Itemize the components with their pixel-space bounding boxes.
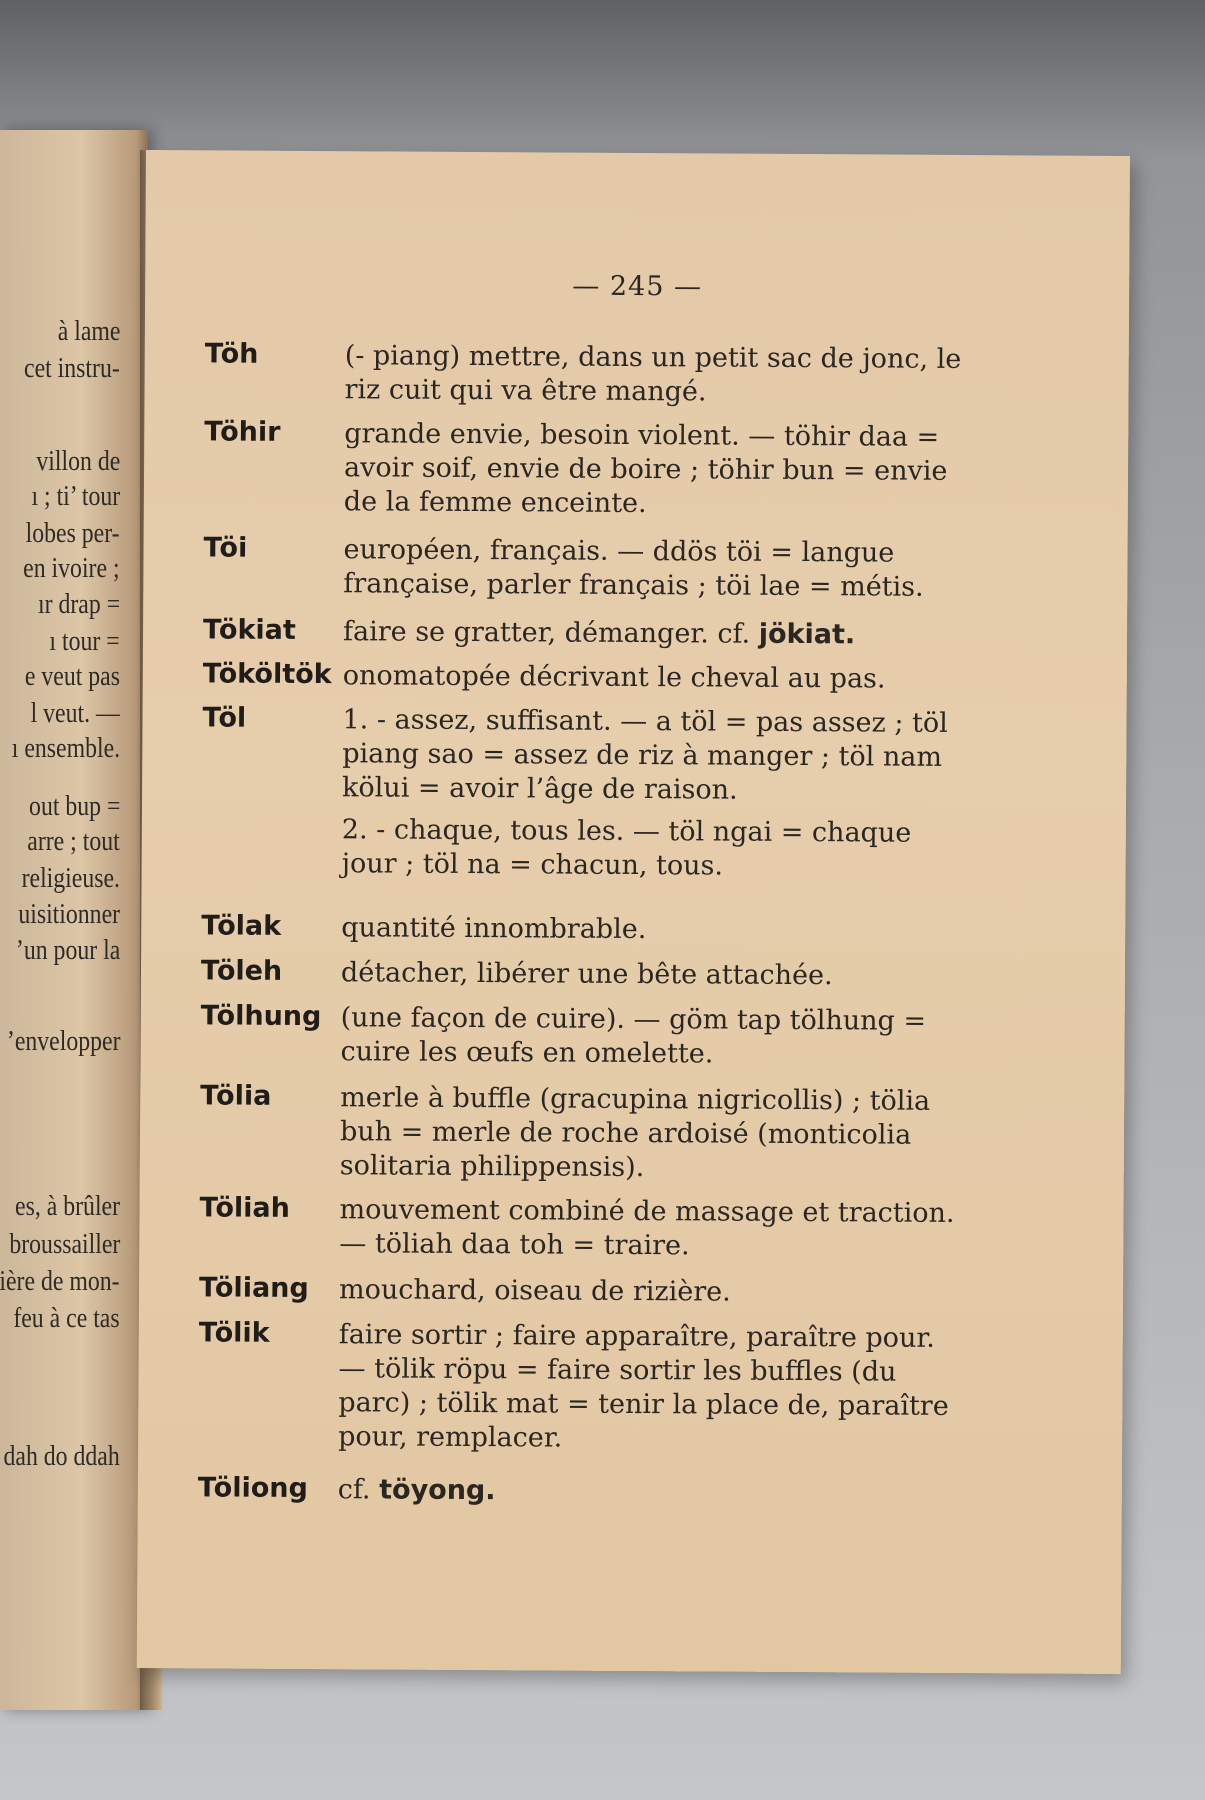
left-fragment: ı tour = [49, 625, 120, 657]
headword: Tölik [198, 1317, 270, 1349]
definition-text: onomatopée décrivant le cheval au pas. [342, 660, 886, 695]
left-fragment: ’envelopper [6, 1025, 120, 1057]
definition-text: merle à buffle (gracupina nigricollis) ; tölia buh = merle de roche ardoisé (monticolia solitaria philippensis). [339, 1082, 931, 1184]
left-fragment: uisitionner [18, 898, 120, 930]
headword: Tölak [201, 910, 282, 942]
left-fragment: es, à brûler [15, 1190, 120, 1222]
definition-text: faire se gratter, démanger. cf. [342, 616, 751, 650]
left-fragment: ı ; ti’ tour [31, 480, 120, 512]
definition-text: quantité innombrable. [341, 912, 647, 946]
background-shadow [0, 0, 1205, 160]
left-fragment: broussailler [9, 1228, 120, 1260]
definition-text: faire sortir ; faire apparaître, paraître pour. — tölik röpu = faire sortir les buffles (du parc) ; tölik mat = tenir la place de, paraître pour, remplacer. [338, 1319, 949, 1454]
definition-sense-1: 1. - assez, suffisant. — a töl = pas assez ; töl piang sao = assez de riz à manger ; töl nam kölui = avoir l’âge de raison. [342, 704, 948, 806]
definition-text: détacher, libérer une bête attachée. [340, 957, 833, 992]
definition [338, 1318, 967, 1466]
left-fragment: villon de [36, 445, 120, 477]
entry-tolia [200, 1080, 1060, 1184]
headword: Tölhung [200, 1000, 322, 1033]
definition-text: mouvement combiné de massage et traction. — töliah daa toh = traire. [339, 1194, 955, 1262]
definition-text: européen, français. — ddös töi = langue française, parler français ; töi lae = métis. [343, 534, 924, 603]
definition [341, 956, 969, 1002]
left-fragment: feu à ce tas [13, 1302, 120, 1334]
definition-text: (- piang) mettre, dans un petit sac de jonc, le riz cuit qui va être mangé. [344, 340, 962, 408]
definition [344, 417, 973, 531]
headword: Tökiat [202, 614, 296, 646]
headword: Töh [204, 338, 259, 370]
cross-reference: töyong. [379, 1474, 496, 1507]
page-number: — 245 — [572, 270, 703, 303]
definition-sense-2: 2. - chaque, tous les. — töl ngai = chaque jour ; töl na = chacun, tous. [341, 814, 912, 882]
headword: Töhir [204, 416, 281, 448]
entry-toliong [197, 1472, 1058, 1507]
entry-toliang [198, 1272, 1059, 1308]
left-fragment: ière de mon- [0, 1265, 120, 1297]
left-fragment: e veut pas [24, 660, 120, 692]
definition-text: cf. [337, 1474, 371, 1506]
definition [343, 659, 971, 705]
cross-reference: jökiat. [758, 618, 856, 651]
definition-text: grande envie, besoin violent. — töhir daa = avoir soif, envie de boire ; töhir bun = envie de la femme enceinte. [343, 418, 948, 520]
definition [344, 339, 972, 419]
entry-toh [204, 338, 1065, 408]
definition [343, 615, 971, 661]
left-page [0, 130, 148, 1710]
headword: Töleh [200, 955, 283, 987]
entry-tokiat [202, 614, 1063, 651]
headword: Töliah [199, 1192, 291, 1224]
headword: Töl [202, 702, 247, 734]
definition [339, 1273, 967, 1319]
left-fragment: ı ensemble. [11, 732, 120, 764]
left-fragment: lobes per- [26, 517, 120, 549]
definition-text: (une façon de cuire). — göm tap tölhung = cuire les œufs en omelette. [340, 1002, 927, 1070]
left-fragment: ır drap = [37, 588, 120, 620]
left-fragment: en ivoire ; [23, 552, 120, 584]
left-fragment: religieuse. [21, 862, 120, 894]
definition [340, 1081, 969, 1195]
left-fragment: arre ; tout [27, 825, 120, 857]
headword: Töliang [198, 1272, 309, 1305]
left-fragment: cet instru- [24, 352, 120, 384]
definition [341, 703, 970, 893]
definition [340, 1001, 968, 1081]
left-fragment: à lame [57, 315, 120, 347]
headword: Töliong [197, 1472, 308, 1505]
definition [343, 533, 971, 613]
left-fragment: dah do ddah [3, 1440, 120, 1472]
dictionary-page [137, 150, 1130, 1674]
left-fragment: out bup = [28, 790, 120, 822]
left-fragment: ’un pour la [15, 934, 120, 966]
left-fragment: l veut. — [30, 697, 120, 729]
headword: Töi [203, 532, 248, 564]
headword: Tölia [200, 1080, 272, 1112]
definition [338, 1473, 966, 1519]
definition [341, 911, 969, 957]
definition [339, 1193, 967, 1273]
headword: Tököltök [202, 658, 332, 691]
entry-toi [203, 532, 1064, 603]
entry-tolak [201, 910, 1061, 946]
definition-text: mouchard, oiseau de rizière. [338, 1274, 731, 1308]
